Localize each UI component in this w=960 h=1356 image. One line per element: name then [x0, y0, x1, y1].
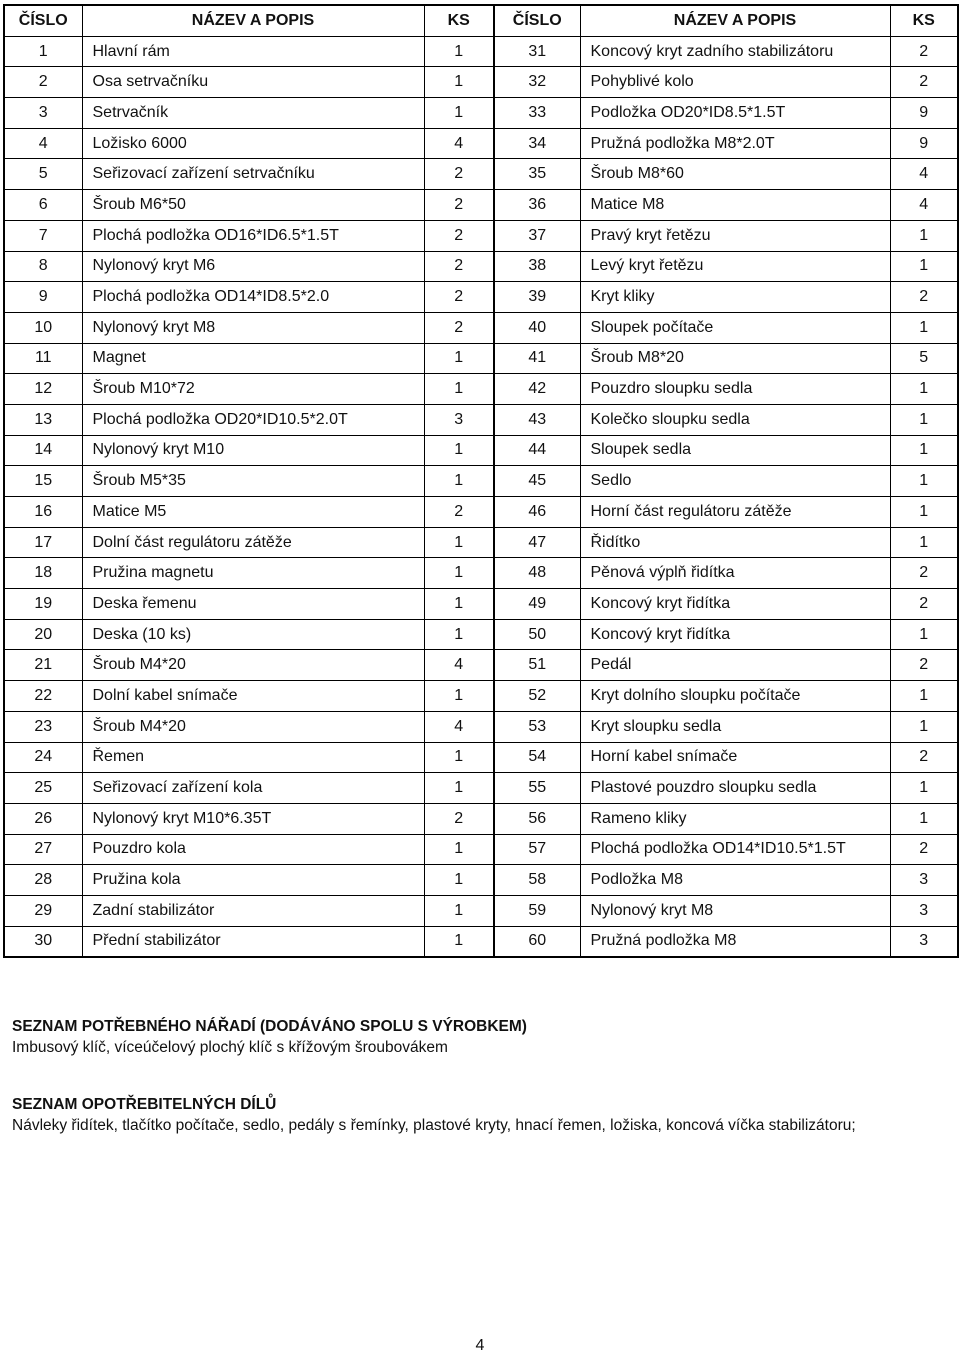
- part-name: Sloupek sedla: [580, 435, 890, 466]
- part-quantity: 4: [424, 650, 494, 681]
- part-name: Deska (10 ks): [82, 619, 424, 650]
- table-row: [4, 312, 958, 343]
- part-name: Pružná podložka M8: [580, 926, 890, 957]
- part-number: 55: [494, 773, 580, 804]
- table-header-row: [4, 5, 958, 36]
- part-name: Podložka M8: [580, 865, 890, 896]
- part-name: Pedál: [580, 650, 890, 681]
- part-quantity: 1: [890, 374, 958, 405]
- part-number: 2: [4, 67, 82, 98]
- part-name: Šroub M8*60: [580, 159, 890, 190]
- part-number: 48: [494, 558, 580, 589]
- part-number: 9: [4, 282, 82, 313]
- part-number: 11: [4, 343, 82, 374]
- part-name: Levý kryt řetězu: [580, 251, 890, 282]
- table-row: [4, 895, 958, 926]
- part-number: 59: [494, 895, 580, 926]
- part-number: 47: [494, 527, 580, 558]
- part-number: 3: [4, 98, 82, 129]
- spares-heading: SEZNAM OPOTŘEBITELNÝCH DÍLŮ: [12, 1096, 277, 1113]
- table-row: [4, 159, 958, 190]
- part-quantity: 1: [424, 742, 494, 773]
- part-name: Deska řemenu: [82, 589, 424, 620]
- part-name: Horní část regulátoru zátěže: [580, 497, 890, 528]
- part-quantity: 1: [424, 773, 494, 804]
- table-row: [4, 282, 958, 313]
- part-name: Osa setrvačníku: [82, 67, 424, 98]
- part-number: 32: [494, 67, 580, 98]
- part-quantity: 3: [890, 926, 958, 957]
- part-name: Dolní kabel snímače: [82, 681, 424, 712]
- part-number: 26: [4, 803, 82, 834]
- part-quantity: 2: [424, 282, 494, 313]
- table-row: [4, 98, 958, 129]
- table-row: [4, 251, 958, 282]
- part-number: 37: [494, 220, 580, 251]
- part-quantity: 2: [424, 220, 494, 251]
- part-name: Pěnová výplň řidítka: [580, 558, 890, 589]
- part-quantity: 3: [890, 895, 958, 926]
- part-name: Koncový kryt řidítka: [580, 619, 890, 650]
- part-number: 56: [494, 803, 580, 834]
- table-row: [4, 36, 958, 67]
- part-quantity: 1: [890, 803, 958, 834]
- part-quantity: 1: [424, 466, 494, 497]
- part-number: 43: [494, 404, 580, 435]
- part-number: 33: [494, 98, 580, 129]
- part-quantity: 2: [424, 497, 494, 528]
- header-quantity: KS: [424, 5, 494, 36]
- header-number: ČÍSLO: [494, 5, 580, 36]
- part-number: 13: [4, 404, 82, 435]
- part-quantity: 2: [890, 650, 958, 681]
- part-name: Šroub M5*35: [82, 466, 424, 497]
- part-name: Kolečko sloupku sedla: [580, 404, 890, 435]
- part-number: 46: [494, 497, 580, 528]
- part-quantity: 1: [890, 404, 958, 435]
- part-quantity: 2: [890, 742, 958, 773]
- part-number: 19: [4, 589, 82, 620]
- part-quantity: 2: [424, 190, 494, 221]
- part-quantity: 4: [890, 159, 958, 190]
- part-name: Dolní část regulátoru zátěže: [82, 527, 424, 558]
- part-name: Pravý kryt řetězu: [580, 220, 890, 251]
- part-quantity: 2: [424, 159, 494, 190]
- part-quantity: 1: [424, 865, 494, 896]
- part-name: Řemen: [82, 742, 424, 773]
- part-name: Podložka OD20*ID8.5*1.5T: [580, 98, 890, 129]
- part-name: Plochá podložka OD14*ID8.5*2.0: [82, 282, 424, 313]
- part-name: Nylonový kryt M8: [82, 312, 424, 343]
- part-quantity: 1: [890, 681, 958, 712]
- page-number: 4: [475, 1337, 485, 1354]
- part-quantity: 1: [424, 527, 494, 558]
- part-number: 22: [4, 681, 82, 712]
- part-quantity: 9: [890, 128, 958, 159]
- part-name: Pružná podložka M8*2.0T: [580, 128, 890, 159]
- table-row: [4, 374, 958, 405]
- part-name: Šroub M8*20: [580, 343, 890, 374]
- part-quantity: 1: [890, 466, 958, 497]
- part-quantity: 1: [424, 343, 494, 374]
- table-row: [4, 220, 958, 251]
- part-name: Magnet: [82, 343, 424, 374]
- part-name: Pohyblivé kolo: [580, 67, 890, 98]
- part-number: 34: [494, 128, 580, 159]
- part-quantity: 1: [890, 435, 958, 466]
- part-quantity: 1: [424, 36, 494, 67]
- part-name: Nylonový kryt M10*6.35T: [82, 803, 424, 834]
- part-name: Pružina magnetu: [82, 558, 424, 589]
- table-row: [4, 865, 958, 896]
- part-name: Seřizovací zařízení kola: [82, 773, 424, 804]
- table-row: [4, 128, 958, 159]
- table-row: [4, 527, 958, 558]
- part-quantity: 4: [424, 711, 494, 742]
- part-number: 50: [494, 619, 580, 650]
- part-name: Sedlo: [580, 466, 890, 497]
- part-quantity: 2: [890, 589, 958, 620]
- part-quantity: 1: [424, 619, 494, 650]
- part-number: 29: [4, 895, 82, 926]
- part-number: 4: [4, 128, 82, 159]
- part-number: 28: [4, 865, 82, 896]
- table-row: [4, 67, 958, 98]
- part-quantity: 2: [890, 558, 958, 589]
- part-number: 25: [4, 773, 82, 804]
- part-name: Nylonový kryt M10: [82, 435, 424, 466]
- part-number: 5: [4, 159, 82, 190]
- part-number: 45: [494, 466, 580, 497]
- tools-text: Imbusový klíč, víceúčelový plochý klíč s křížovým šroubovákem: [12, 1039, 448, 1056]
- part-name: Rameno kliky: [580, 803, 890, 834]
- part-quantity: 1: [890, 619, 958, 650]
- part-quantity: 9: [890, 98, 958, 129]
- part-name: Koncový kryt zadního stabilizátoru: [580, 36, 890, 67]
- part-number: 52: [494, 681, 580, 712]
- table-row: [4, 650, 958, 681]
- table-row: [4, 589, 958, 620]
- part-name: Sloupek počítače: [580, 312, 890, 343]
- part-name: Plochá podložka OD16*ID6.5*1.5T: [82, 220, 424, 251]
- part-number: 20: [4, 619, 82, 650]
- table-row: [4, 834, 958, 865]
- table-row: [4, 619, 958, 650]
- part-quantity: 1: [890, 711, 958, 742]
- table-row: [4, 435, 958, 466]
- part-number: 8: [4, 251, 82, 282]
- part-quantity: 1: [424, 374, 494, 405]
- part-name: Ložisko 6000: [82, 128, 424, 159]
- part-quantity: 1: [424, 98, 494, 129]
- part-name: Matice M8: [580, 190, 890, 221]
- part-quantity: 1: [890, 497, 958, 528]
- part-number: 6: [4, 190, 82, 221]
- part-name: Horní kabel snímače: [580, 742, 890, 773]
- part-quantity: 2: [424, 803, 494, 834]
- part-name: Plochá podložka OD20*ID10.5*2.0T: [82, 404, 424, 435]
- part-number: 10: [4, 312, 82, 343]
- part-name: Šroub M6*50: [82, 190, 424, 221]
- part-number: 17: [4, 527, 82, 558]
- table-row: [4, 803, 958, 834]
- part-number: 58: [494, 865, 580, 896]
- part-number: 57: [494, 834, 580, 865]
- part-quantity: 1: [424, 834, 494, 865]
- part-name: Pouzdro sloupku sedla: [580, 374, 890, 405]
- table-row: [4, 926, 958, 957]
- part-name: Šroub M10*72: [82, 374, 424, 405]
- part-quantity: 1: [424, 895, 494, 926]
- part-quantity: 2: [890, 282, 958, 313]
- table-row: [4, 404, 958, 435]
- part-number: 60: [494, 926, 580, 957]
- part-number: 24: [4, 742, 82, 773]
- part-name: Plochá podložka OD14*ID10.5*1.5T: [580, 834, 890, 865]
- part-quantity: 1: [424, 589, 494, 620]
- part-number: 23: [4, 711, 82, 742]
- part-name: Nylonový kryt M6: [82, 251, 424, 282]
- header-name: NÁZEV A POPIS: [580, 5, 890, 36]
- part-number: 49: [494, 589, 580, 620]
- part-number: 38: [494, 251, 580, 282]
- part-number: 35: [494, 159, 580, 190]
- part-number: 21: [4, 650, 82, 681]
- header-name: NÁZEV A POPIS: [82, 5, 424, 36]
- part-quantity: 1: [890, 312, 958, 343]
- part-quantity: 1: [890, 773, 958, 804]
- part-number: 12: [4, 374, 82, 405]
- tools-heading: SEZNAM POTŘEBNÉHO NÁŘADÍ (DODÁVÁNO SPOLU S VÝROBKEM): [12, 1018, 527, 1035]
- part-number: 14: [4, 435, 82, 466]
- part-number: 15: [4, 466, 82, 497]
- part-quantity: 1: [890, 527, 958, 558]
- parts-table: [3, 4, 959, 958]
- part-name: Kryt kliky: [580, 282, 890, 313]
- part-number: 53: [494, 711, 580, 742]
- part-name: Koncový kryt řidítka: [580, 589, 890, 620]
- part-name: Šroub M4*20: [82, 650, 424, 681]
- part-number: 1: [4, 36, 82, 67]
- parts-table-body: [4, 36, 958, 957]
- part-quantity: 2: [424, 312, 494, 343]
- part-number: 18: [4, 558, 82, 589]
- header-number: ČÍSLO: [4, 5, 82, 36]
- table-row: [4, 343, 958, 374]
- part-name: Přední stabilizátor: [82, 926, 424, 957]
- part-name: Šroub M4*20: [82, 711, 424, 742]
- part-quantity: 1: [890, 220, 958, 251]
- part-number: 41: [494, 343, 580, 374]
- part-quantity: 2: [890, 36, 958, 67]
- part-number: 27: [4, 834, 82, 865]
- part-name: Plastové pouzdro sloupku sedla: [580, 773, 890, 804]
- table-row: [4, 681, 958, 712]
- part-number: 30: [4, 926, 82, 957]
- table-row: [4, 190, 958, 221]
- part-name: Kryt dolního sloupku počítače: [580, 681, 890, 712]
- part-number: 31: [494, 36, 580, 67]
- part-quantity: 1: [424, 681, 494, 712]
- part-name: Pružina kola: [82, 865, 424, 896]
- part-quantity: 1: [424, 926, 494, 957]
- part-quantity: 5: [890, 343, 958, 374]
- part-number: 40: [494, 312, 580, 343]
- part-number: 42: [494, 374, 580, 405]
- part-quantity: 2: [424, 251, 494, 282]
- part-quantity: 4: [890, 190, 958, 221]
- part-number: 7: [4, 220, 82, 251]
- table-row: [4, 742, 958, 773]
- table-row: [4, 558, 958, 589]
- table-row: [4, 711, 958, 742]
- part-quantity: 1: [424, 435, 494, 466]
- part-name: Matice M5: [82, 497, 424, 528]
- table-row: [4, 773, 958, 804]
- part-quantity: 1: [890, 251, 958, 282]
- header-quantity: KS: [890, 5, 958, 36]
- spares-text: Návleky řidítek, tlačítko počítače, sedlo, pedály s řemínky, plastové kryty, hnací řemen, ložiska, koncová víčka stabilizátoru;: [12, 1117, 856, 1134]
- part-number: 39: [494, 282, 580, 313]
- tools-section: [12, 1016, 527, 1058]
- part-name: Nylonový kryt M8: [580, 895, 890, 926]
- spares-section: [12, 1094, 856, 1136]
- part-quantity: 1: [424, 558, 494, 589]
- part-quantity: 3: [424, 404, 494, 435]
- table-row: [4, 497, 958, 528]
- part-number: 16: [4, 497, 82, 528]
- part-name: Setrvačník: [82, 98, 424, 129]
- part-name: Zadní stabilizátor: [82, 895, 424, 926]
- part-name: Kryt sloupku sedla: [580, 711, 890, 742]
- part-number: 51: [494, 650, 580, 681]
- part-name: Hlavní rám: [82, 36, 424, 67]
- part-number: 54: [494, 742, 580, 773]
- part-quantity: 4: [424, 128, 494, 159]
- table-row: [4, 466, 958, 497]
- part-name: Řidítko: [580, 527, 890, 558]
- part-number: 36: [494, 190, 580, 221]
- part-quantity: 1: [424, 67, 494, 98]
- part-name: Pouzdro kola: [82, 834, 424, 865]
- part-quantity: 2: [890, 67, 958, 98]
- part-number: 44: [494, 435, 580, 466]
- part-quantity: 2: [890, 834, 958, 865]
- part-name: Seřizovací zařízení setrvačníku: [82, 159, 424, 190]
- part-quantity: 3: [890, 865, 958, 896]
